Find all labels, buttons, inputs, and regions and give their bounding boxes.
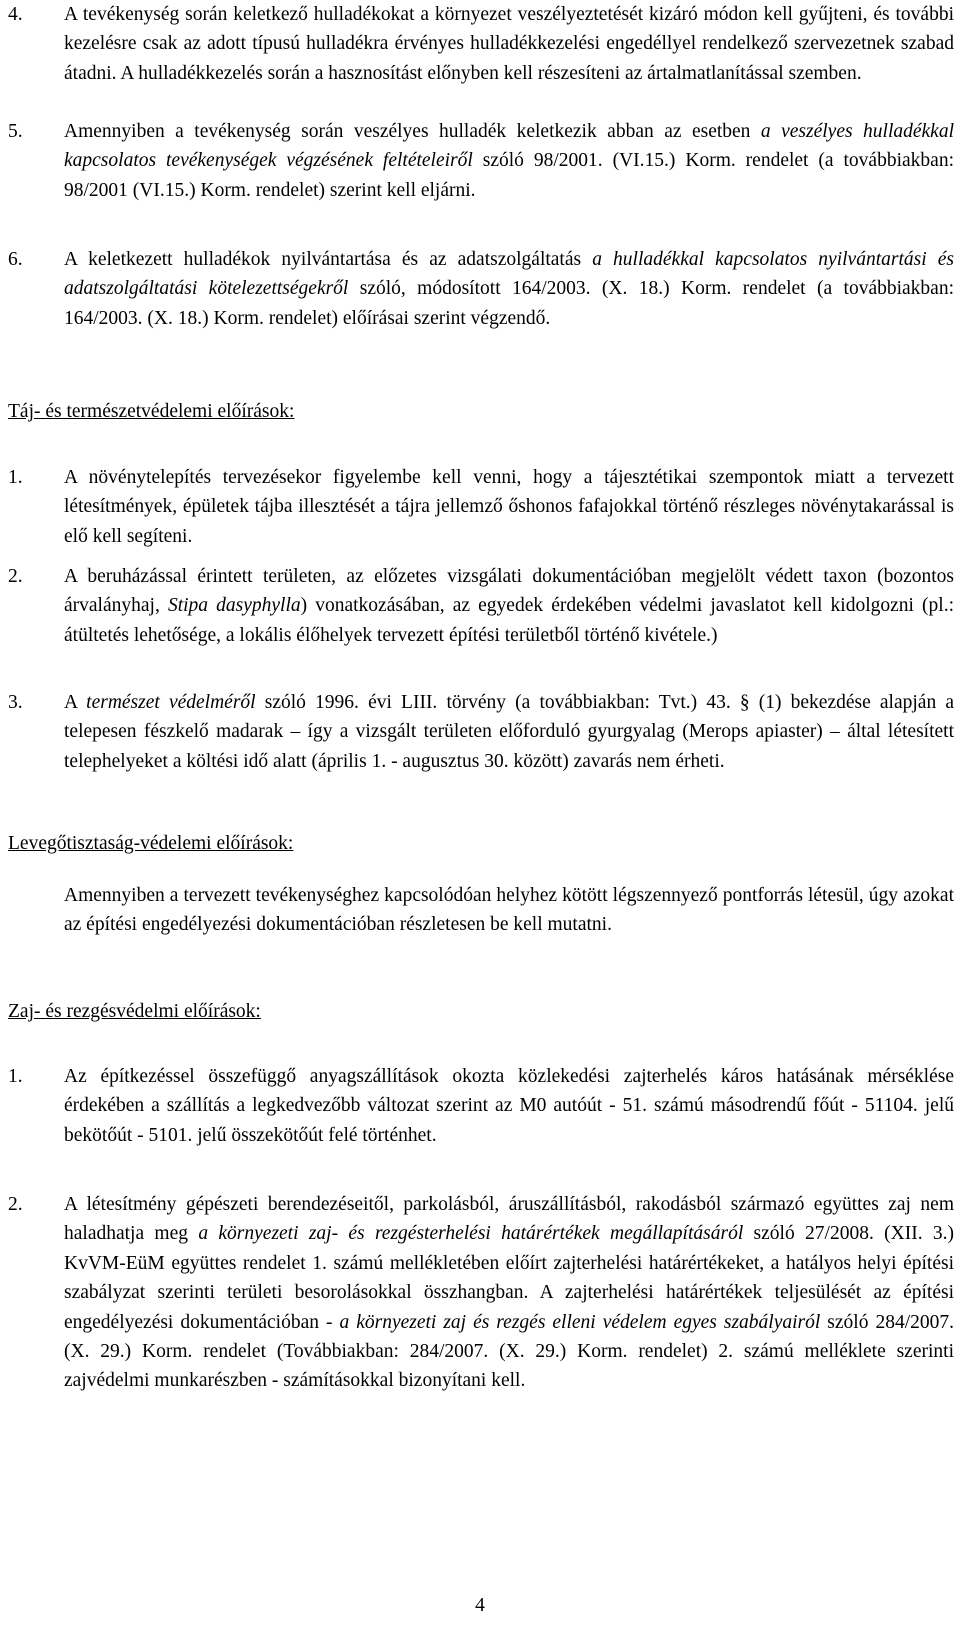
- item-text: A beruházással érintett területen, az előzetes vizsgálati dokumentációban megjelölt védett taxon (bozontos árvalányhaj, Stipa dasyphylla) vonatkozásában, az egyedek érdekében védelmi javaslatot kell kidolgozni (pl.: átültetés lehetősége, a lokális élőhelyek tervezett építési területből történő kivétele.): [64, 566, 955, 646]
- item-number: 1.: [8, 467, 23, 488]
- page-number: 4: [475, 1595, 485, 1616]
- item-number: 1.: [8, 1066, 23, 1087]
- item-text: A létesítmény gépészeti berendezéseitől, parkolásból, áruszállításból, rakodásból származó együttes zaj nem haladhatja meg a környezeti zaj- és rezgésterhelési határértékek megállapításáról szóló 27/2008. (XII. 3.) KvVM-EüM együttes rendelet 1. számú mellékletében előírt zajterhelési határértékeket, a hatályos helyi építési szabályzat szerinti területi besorolásokkal összhangban. A zajterhelési határértékek teljesülését az építési engedélyezési dokumentációban - a környezeti zaj és rezgés elleni védelem egyes szabályairól szóló 284/2007. (X. 29.) Korm. rendelet (Továbbiakban: 284/2007. (X. 29.) Korm. rendelet) 2. számú melléklete szerinti zajvédelmi munkarészben - számításokkal bizonyítani kell.: [64, 1194, 954, 1392]
- legal-title: a veszélyes hulladékkal kapcsolatos tevékenységek végzésének feltételeiről: [64, 121, 954, 172]
- legal-title: természet védelméről: [86, 692, 256, 713]
- list-item-zaj-2: [8, 1190, 954, 1396]
- item-text: Amennyiben a tevékenység során veszélyes hulladék keletkezik abban az esetben a veszélyes hulladékkal kapcsolatos tevékenységek végzésének feltételeiről szóló 98/2001. (VI.15.) Korm. rendelet (a továbbiakban: 98/2001 (VI.15.) Korm. rendelet) szerint kell eljárni.: [64, 121, 954, 201]
- list-item-taj-1: [8, 463, 954, 551]
- item-text: A tevékenység során keletkező hulladékokat a környezet veszélyeztetését kizáró módon kell gyűjteni, és további kezelésre csak az adott típusú hulladékra érvényes hulladékkezelési engedéllyel rendelkező szervezetnek szabad átadni. A hulladékkezelés során a hasznosítást előnyben kell részesíteni az ártalmatlanítással szemben.: [64, 4, 954, 84]
- list-item-taj-2: [8, 562, 954, 650]
- list-item-taj-3: [8, 688, 954, 776]
- item-text: A növénytelepítés tervezésekor figyelembe kell venni, hogy a tájesztétikai szempontok miatt a tervezett létesítmények, épületek tájba illesztését a tájra jellemző őshonos fafajokkal történő részleges növénytakarással is elő kell segíteni.: [64, 467, 954, 547]
- section-heading-taj: Táj- és természetvédelemi előírások:: [8, 401, 295, 422]
- item-text: A természet védelméről szóló 1996. évi LIII. törvény (a továbbiakban: Tvt.) 43. § (1) bekezdése alapján a telepesen fészkelő madarak – így a vizsgált területen előforduló gyurgyalag (Merops apiaster) – által létesített telephelyeket a költési idő alatt (április 1. - augusztus 30. között) zavarás nem érheti.: [64, 692, 954, 772]
- levego-paragraph: Amennyiben a tervezett tevékenységhez kapcsolódóan helyhez kötött légszennyező pontforrás létesül, úgy azokat az építési engedélyezési dokumentációban részletesen be kell mutatni.: [64, 885, 954, 936]
- item-number: 2.: [8, 566, 23, 587]
- legal-title: a hulladékkal kapcsolatos nyilvántartási és adatszolgáltatási kötelezettségekről: [64, 249, 954, 300]
- item-number: 4.: [8, 4, 23, 25]
- legal-title: a környezeti zaj- és rezgésterhelési határértékek megállapításáról: [198, 1223, 744, 1245]
- legal-title: a környezeti zaj és rezgés elleni védelem egyes szabályairól: [339, 1311, 821, 1333]
- list-item-4: [8, 0, 954, 88]
- list-item-6: [8, 245, 954, 333]
- species-name: Stipa dasyphylla: [167, 595, 301, 617]
- section-heading-levego: Levegőtisztaság-védelemi előírások:: [8, 833, 294, 854]
- item-number: 6.: [8, 249, 23, 270]
- section-heading-zaj: Zaj- és rezgésvédelmi előírások:: [8, 1001, 261, 1022]
- item-number: 2.: [8, 1194, 23, 1215]
- item-number: 5.: [8, 121, 23, 142]
- list-item-zaj-1: [8, 1062, 954, 1150]
- item-number: 3.: [8, 692, 23, 713]
- item-text: Az építkezéssel összefüggő anyagszállítások okozta közlekedési zajterhelés káros hatásának mérséklése érdekében a szállítás a legkedvezőbb változat szerint az M0 autóút - 51. számú másodrendű főút - 51104. jelű bekötőút - 5101. jelű összekötőút felé történhet.: [64, 1066, 954, 1146]
- list-item-5: [8, 117, 954, 205]
- item-text: A keletkezett hulladékok nyilvántartása és az adatszolgáltatás a hulladékkal kapcsolatos nyilvántartási és adatszolgáltatási kötelezettségekről szóló, módosított 164/2003. (X. 18.) Korm. rendelet (a továbbiakban: 164/2003. (X. 18.) Korm. rendelet) előírásai szerint végzendő.: [64, 249, 954, 329]
